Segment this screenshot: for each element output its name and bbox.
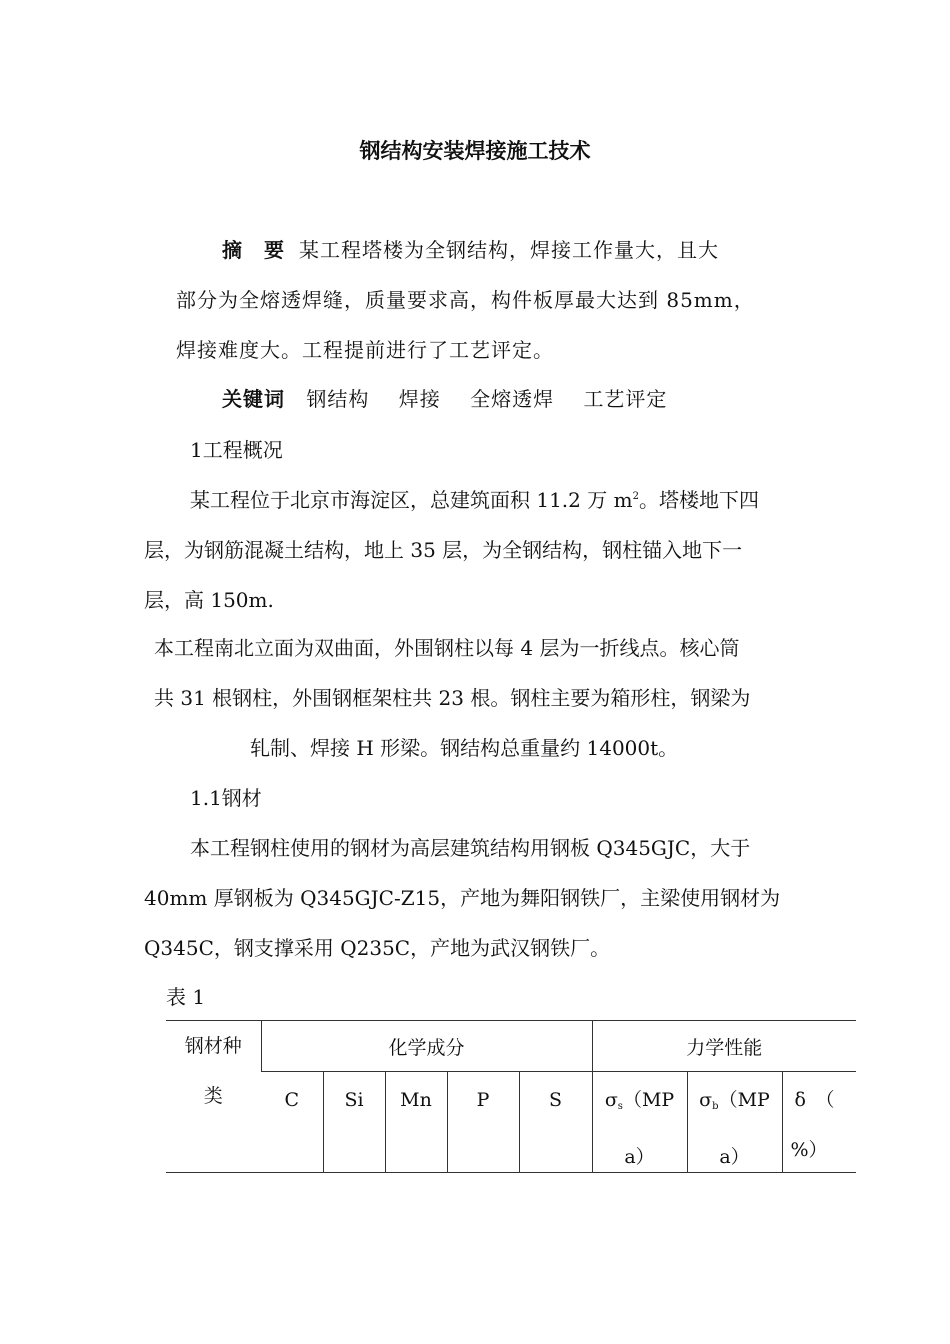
col-p-label: P [476,1089,490,1111]
sigma-b-line-1 [688,1072,782,1119]
sigma-b-line-2: a） [719,1146,750,1168]
col-sigma-s [592,1072,687,1173]
section-1-para1-line-3: 层，高 150m. [144,588,274,612]
mech-properties-header: 力学性能 [592,1021,856,1072]
col-si-label: Si [344,1089,364,1111]
section-1-para2-line-1: 本工程南北立面为双曲面，外围钢柱以每 4 层为一折线点。核心筒 [154,636,740,660]
page-title: 钢结构安装焊接施工技术 [359,139,591,163]
section-1-para2-line-3: 轧制、焊接 H 形梁。钢结构总重量约 14000t。 [250,736,679,760]
col-s-label: S [548,1089,563,1111]
unit-text: （MP [622,1089,675,1111]
steel-properties-table [166,1020,856,1173]
abstract-text-1: 某工程塔楼为全钢结构，焊接工作量大，且大 [299,238,719,262]
col-sigma-b [687,1072,782,1173]
abstract-line-1 [222,238,719,262]
col-mn [385,1072,447,1173]
keyword-item: 工艺评定 [583,387,668,411]
section-1-1-heading: 1.1钢材 [190,786,262,810]
unit-text: （MP [718,1089,770,1111]
para-text: 。塔楼地下四 [638,488,759,512]
sigma-subscript: b [712,1101,719,1112]
col-si [323,1072,385,1173]
section-1-1-line-3: Q345C，钢支撑采用 Q235C，产地为武汉钢铁厂。 [144,936,611,960]
keyword-item: 焊接 [398,387,441,411]
section-1-1-line-1: 本工程钢柱使用的钢材为高层建筑结构用钢板 Q345GJC，大于 [190,836,751,860]
col-mn-label: Mn [400,1089,432,1111]
keyword-item: 全熔透焊 [470,387,555,411]
table-caption: 表 1 [166,985,206,1009]
sigma-s-line-2: a） [624,1146,655,1168]
material-header [166,1021,261,1173]
abstract-line-3: 焊接难度大。工程提前进行了工艺评定。 [176,338,554,362]
keywords-label: 关键词 [222,387,285,411]
col-p [447,1072,519,1173]
section-1-heading: 1工程概况 [190,438,283,462]
keywords-line [222,387,667,411]
delta-line-2: %） [790,1139,828,1161]
sigma-s-line-1 [593,1072,687,1119]
col-c [261,1072,323,1173]
superscript: 2 [632,491,639,502]
sigma-symbol: σ [699,1089,713,1111]
col-c-label: C [284,1089,300,1111]
section-1-para1-line-2: 层，为钢筋混凝土结构，地上 35 层，为全钢结构，钢柱锚入地下一 [144,538,743,562]
para-text: 某工程位于北京市海淀区，总建筑面积 11.2 万 m [190,488,633,512]
section-1-para2-line-2: 共 31 根钢柱，外围钢框架柱共 23 根。钢柱主要为箱形柱，钢梁为 [154,686,751,710]
keyword-item: 钢结构 [306,387,370,411]
abstract-line-2: 部分为全熔透焊缝，质量要求高，构件板厚最大达到 85mm， [176,288,755,312]
sigma-subscript: s [617,1101,623,1112]
delta-line-1: δ （ [794,1089,835,1111]
sigma-symbol: σ [604,1089,618,1111]
chem-composition-header: 化学成分 [261,1021,592,1072]
material-header-line-1: 钢材种 [184,1035,242,1057]
section-1-1-line-2: 40mm 厚钢板为 Q345GJC-Z15，产地为舞阳钢铁厂，主梁使用钢材为 [144,886,781,910]
col-delta [782,1072,856,1173]
col-s [519,1072,592,1173]
abstract-label: 摘 要 [222,238,285,262]
section-1-para1-line-1 [190,488,759,512]
material-header-line-2: 类 [203,1085,223,1107]
